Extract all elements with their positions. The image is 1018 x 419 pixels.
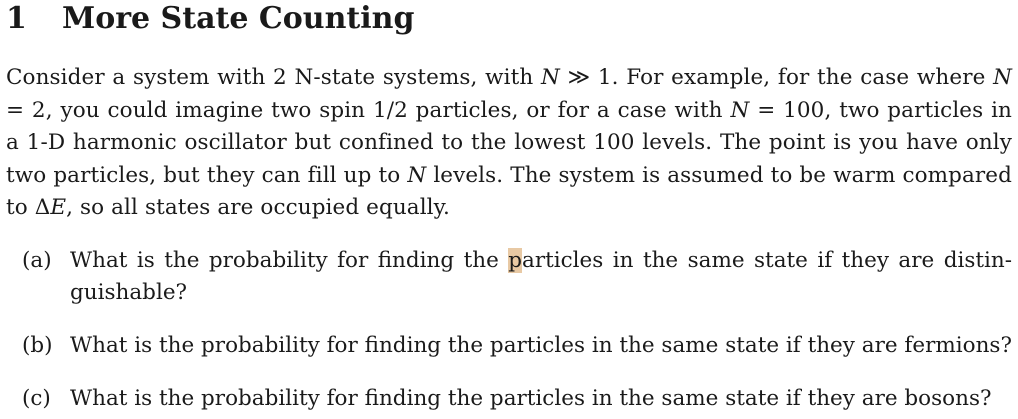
section-title: More State Counting — [62, 1, 415, 36]
intro-text-4: = 100, two particles in a 1-D harmonic oscillator but confined to the lowest 100 levels. The point is you have only two particles, but they can fill up to — [6, 97, 1012, 188]
question-b-label: (b) — [22, 333, 53, 358]
question-a-label: (a) — [22, 248, 52, 273]
math-n-4: N — [407, 162, 427, 188]
intro-text-6: , so all states are occupied equally. — [66, 195, 450, 220]
question-b-text: What is the probability for finding the particles in the same state if they are fermions? — [70, 333, 1012, 358]
intro-text-5: levels. The system is assumed to be warm compared to Δ — [6, 162, 1012, 220]
question-c — [6, 383, 1012, 417]
math-n-2: N — [993, 65, 1012, 90]
section-number: 1 — [6, 1, 27, 36]
intro-text-3: = 2, you could imagine two spin 1/2 particles, or for a case with — [6, 97, 731, 123]
intro-text-2: ≫ 1. For example, for the case where — [559, 65, 994, 90]
math-n-1: N — [540, 65, 560, 90]
math-n-3: N — [730, 97, 750, 123]
question-c-label: (c) — [22, 386, 51, 411]
question-a — [6, 245, 1012, 315]
intro-text-1: Consider a system with 2 N-state systems, with — [6, 65, 541, 90]
question-a-text-after: articles in the same state if they are distin-guishable? — [70, 248, 1012, 305]
section-heading — [6, 0, 414, 38]
question-a-text — [70, 245, 1012, 309]
question-a-text-before: What is the probability for finding the — [70, 248, 509, 273]
question-c-text: What is the probability for finding the particles in the same state if they are bosons? — [70, 386, 992, 411]
intro-paragraph — [6, 62, 1012, 225]
highlighted-letter: p — [508, 248, 523, 273]
question-b — [6, 330, 1012, 364]
math-e: E — [50, 195, 67, 220]
